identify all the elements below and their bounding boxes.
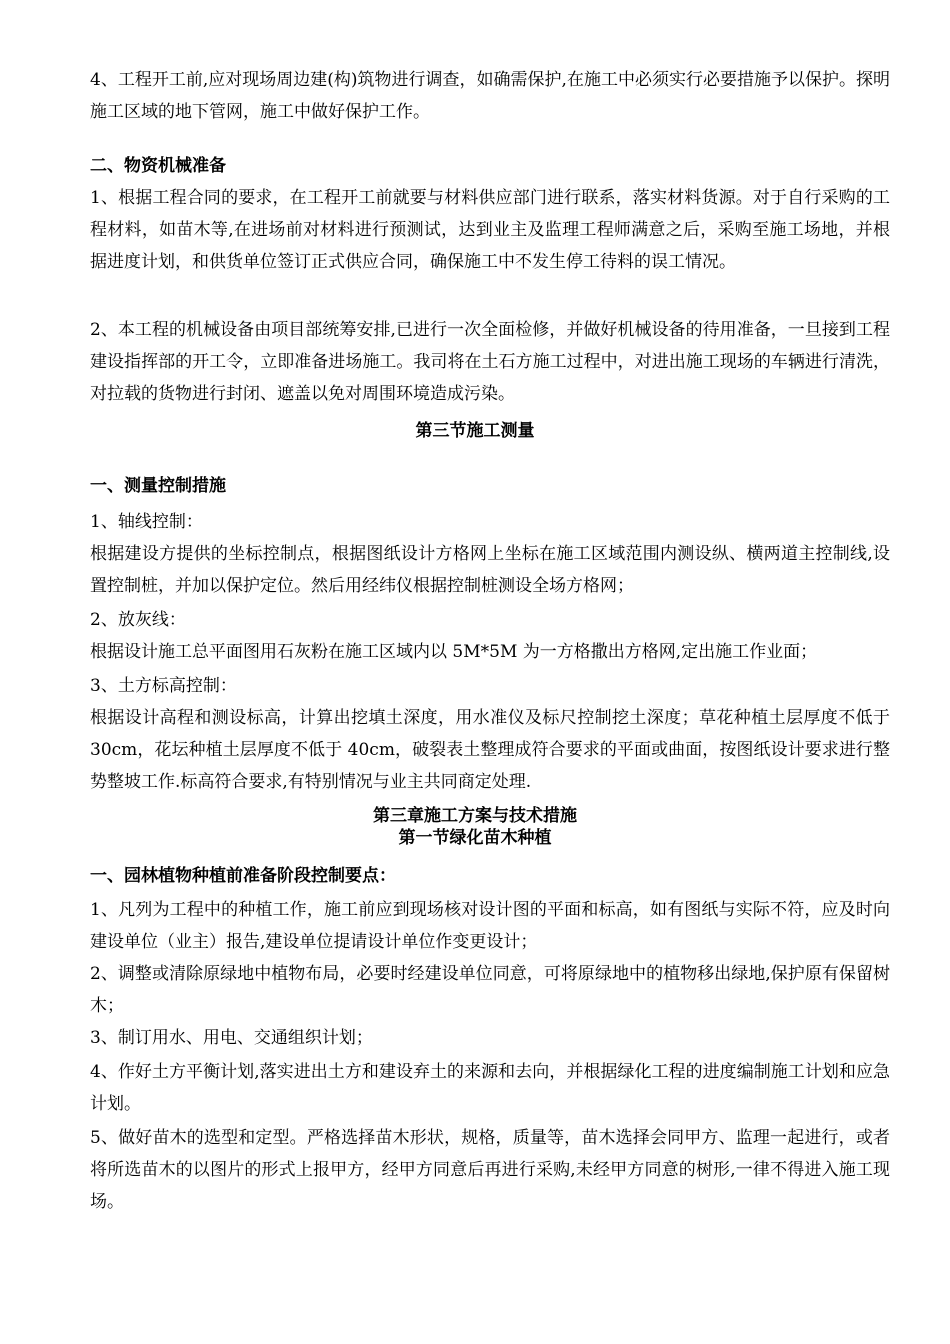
chapter-title: 第三章施工方案与技术措施 xyxy=(373,806,577,826)
section-title-planting: 第一节绿化苗木种植 xyxy=(398,828,552,848)
paragraph-planting-2: 2、调整或清除原绿地中植物布局，必要时经建设单位同意，可将原绿地中的植物移出绿地,保护原有保留树木； xyxy=(90,964,890,1016)
heading-planting-preparation: 一、园林植物种植前准备阶段控制要点： xyxy=(90,866,396,886)
item-lime-line-title: 2、放灰线： xyxy=(90,610,186,630)
paragraph-planting-1: 1、凡列为工程中的种植工作，施工前应到现场核对设计图的平面和标高，如有图纸与实际不符，应及时向建设单位（业主）报告,建设单位提请设计单位作变更设计； xyxy=(90,900,890,952)
paragraph-machinery: 2、本工程的机械设备由项目部统筹安排,已进行一次全面检修，并做好机械设备的待用准备，一旦接到工程建设指挥部的开工令，立即准备进场施工。我司将在土石方施工过程中，对进出施工现场的车辆进行清洗，对拉载的货物进行封闭、遮盖以免对周围环境造成污染。 xyxy=(90,320,890,404)
paragraph-site-survey: 4、工程开工前,应对现场周边建(构)筑物进行调查，如确需保护,在施工中必须实行必要措施予以保护。探明施工区域的地下管网，施工中做好保护工作。 xyxy=(90,70,890,122)
heading-materials-machinery: 二、物资机械准备 xyxy=(90,156,226,176)
paragraph-elevation-control: 根据设计高程和测设标高，计算出挖填土深度，用水准仪及标尺控制挖土深度；草花种植土层厚度不低于 30cm，花坛种植土层厚度不低于 40cm，破裂表土整理成符合要求的平面或曲面，按图纸设计要求进行整势整坡工作.标高符合要求,有特别情况与业主共同商定处理. xyxy=(90,708,890,792)
paragraph-axis-control: 根据建设方提供的坐标控制点，根据图纸设计方格网上坐标在施工区域范围内测设纵、横两道主控制线,设置控制桩，并加以保护定位。然后用经纬仪根据控制桩测设全场方格网； xyxy=(90,544,890,596)
paragraph-lime-line: 根据设计施工总平面图用石灰粉在施工区域内以 5M*5M 为一方格撒出方格网,定出施工作业面； xyxy=(90,642,818,662)
paragraph-materials-supply: 1、根据工程合同的要求，在工程开工前就要与材料供应部门进行联系，落实材料货源。对于自行采购的工程材料，如苗木等,在进场前对材料进行预测试，达到业主及监理工程师满意之后，采购至施工场地，并根据进度计划，和供货单位签订正式供应合同，确保施工中不发生停工待料的误工情况。 xyxy=(90,188,890,272)
heading-survey-control: 一、测量控制措施 xyxy=(90,476,226,496)
item-axis-control-title: 1、轴线控制： xyxy=(90,512,203,532)
section-title-construction-survey: 第三节施工测量 xyxy=(415,421,535,441)
paragraph-planting-5: 5、做好苗木的选型和定型。严格选择苗木形状，规格，质量等，苗木选择会同甲方、监理一起进行，或者将所选苗木的以图片的形式上报甲方，经甲方同意后再进行采购,未经甲方同意的树形,一律不得进入施工现场。 xyxy=(90,1128,890,1212)
paragraph-planting-4: 4、作好土方平衡计划,落实进出土方和建设弃土的来源和去向，并根据绿化工程的进度编制施工计划和应急计划。 xyxy=(90,1062,890,1114)
paragraph-planting-3: 3、制订用水、用电、交通组织计划； xyxy=(90,1028,373,1048)
item-elevation-title: 3、土方标高控制： xyxy=(90,676,237,696)
